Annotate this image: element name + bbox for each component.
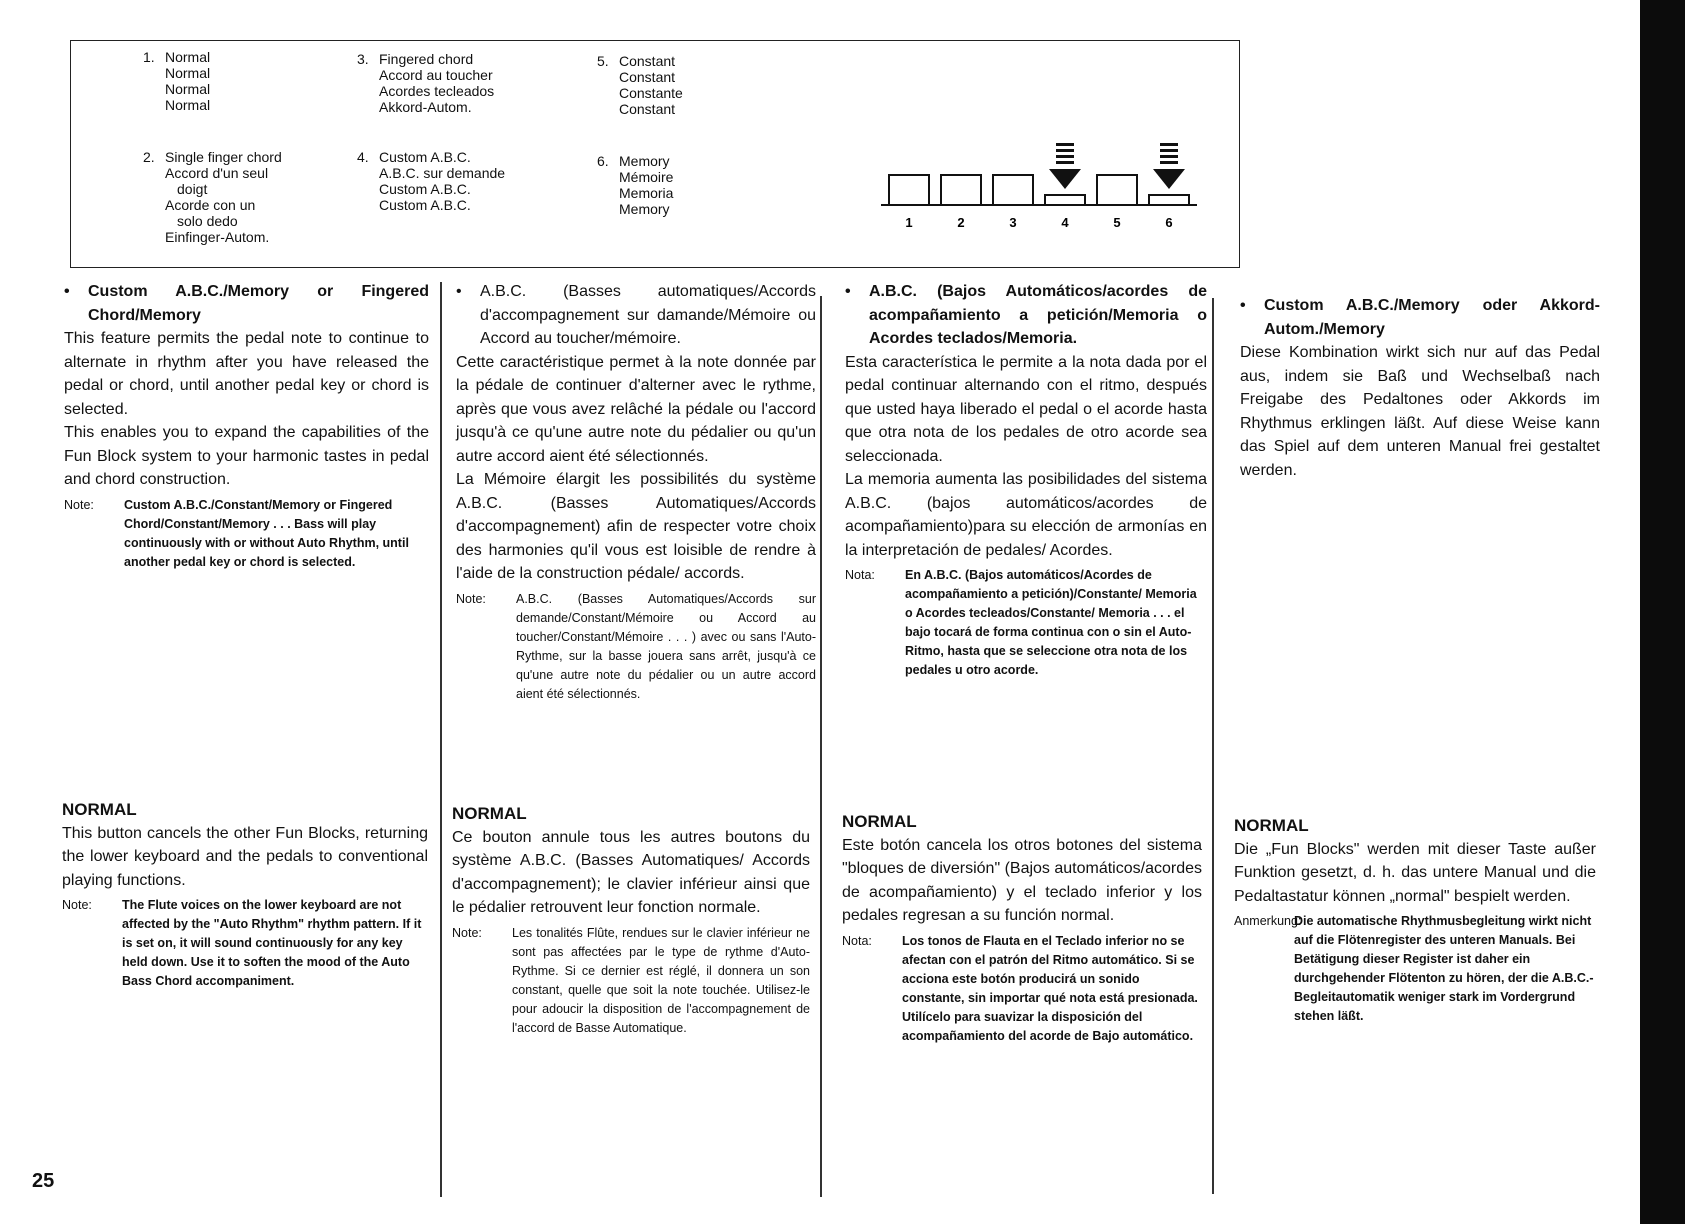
column-divider [820,296,822,1197]
fun-block-button-5 [1097,175,1137,205]
note: Anmerkung: Die automatische Rhythmusbegleitung wirkt nicht auf die Flötenregister des unteren Manuals. Bei Betätigung dieser Register ist daher ein durchgehender Flötenton zu hören, der die A.B.C.-Begleitautomatik weniger stark im Vordergrund stehen läßt. [1234,914,1594,1023]
section-heading: • A.B.C. (Bajos Automáticos/acordes de acompañamiento a petición/Memoria o Acordes teclados/Memoria. [845,283,1207,347]
english-column [64,280,429,572]
paragraph: La Mémoire élargit les possibilités du système A.B.C. (Basses Automatiques/Accords d'accompagnement) afin de respecter votre choix des harmonies qu'il vous est loisible de rendre à l'aide de la construction pédale/ accords. [456,471,816,582]
button-number-label: 4 [1061,215,1069,230]
section-heading: • Custom A.B.C./Memory oder Akkord-Autom./Memory [1240,297,1600,338]
mode-6: 6. Memory Mémoire Memoria Memory [597,153,674,217]
page-edge-shadow [1640,0,1685,1224]
paragraph: This enables you to expand the capabilities of the Fun Block system to your harmonic tastes in pedal and chord construction. [64,424,429,488]
mode-5: 5. Constant Constant Constante Constant [597,53,683,117]
button-number-label: 5 [1113,215,1121,230]
normal-section-en: NORMAL This button cancels the other Fun Blocks, returning the lower keyboard and the pedals to conventional playing functions. Note: The Flute voices on the lower keyboard are not affected by the "Auto Rhythm" rhythm pattern. If it is set on, it will sound continuously for any key held down. Use it to soften the mood of the Auto Bass Chord accompaniment. [62,798,428,991]
paragraph: This feature permits the pedal note to continue to alternate in rhythm after you have released the pedal or chord, until another pedal key or chord is selected. [64,330,429,418]
paragraph: Esta característica le permite a la nota dada por el pedal continuar alternando con el ritmo, después que usted haya liberado el pedal o el acorde hasta que otra nota de los pedales de otro acorde sea seleccionada. [845,353,1207,465]
section-heading: • Custom A.B.C./Memory or Fingered Chord/Memory [64,283,429,324]
modes-box [70,40,1240,268]
note: Note: The Flute voices on the lower keyboard are not affected by the "Auto Rhythm" rhythm pattern. If it is set on, it will sound continuously for any key held down. Use it to soften the mood of the Auto Bass Chord accompaniment. [62,898,422,988]
column-divider [1212,298,1214,1194]
section-heading: • A.B.C. (Basses automatiques/Accords d'accompagnement sur damande/Mémoire ou Accord au toucher/mémoire. [456,283,816,347]
paragraph: Cette caractéristique permet à la note donnée par la pédale de continuer d'alterner avec le rythme, après que vous avez relâché la pédale ou l'accord jusqu'à ce qu'une autre note du pédalier ou qu'un autre accord aient été sélectionnés. [456,353,816,465]
mode-1: 1. Normal Normal Normal Normal [143,49,211,113]
press-arrow-icon [1153,143,1185,189]
button-number-label: 3 [1009,215,1017,230]
column-divider [440,282,442,1197]
normal-section-de: NORMAL Die „Fun Blocks" werden mit dieser Taste außer Funktion gesetzt, d. h. das untere Manual und die Pedaltastatur können „normal" bespielt werden. Anmerkung: Die automatische Rhythmusbegleitung wirkt nicht auf die Flötenregister des unteren Manuals. Bei Betätigung dieser Register ist daher ein durchgehender Flötenton zu hören, der die A.B.C.-Begleitautomatik weniger stark im Vordergrund stehen läßt. [1234,814,1596,1026]
fun-block-button-4 [1045,195,1085,205]
fun-block-button-3 [993,175,1033,205]
mode-3: 3. Fingered chord Accord au toucher Acordes tecleados Akkord-Autom. [357,51,495,115]
note: Nota: En A.B.C. (Bajos automáticos/Acordes de acompañamiento a petición)/Constante/ Memoria o Acordes tecleados/Constante/ Memoria . . . el bajo tocará de forma continua con o sin el Auto-Ritmo, hasta que se seleccione otra nota de los pedales u otro acorde. [845,568,1197,677]
button-number-label: 6 [1165,215,1173,230]
button-number-label: 2 [957,215,965,230]
fun-block-button-6 [1149,195,1189,205]
paragraph: Diese Kombination wirkt sich nur auf das Pedal aus, indem sie Baß und Wechselbaß nach Freigabe des Pedaltones oder Akkords im Rhythmus erklingen läßt. Auf diese Weise kann das Spiel auf dem unteren Manual frei gestaltet werden. [1240,344,1600,479]
german-column [1240,294,1600,482]
press-arrow-icon [1049,143,1081,189]
note: Note: Les tonalités Flûte, rendues sur le clavier inférieur ne sont pas affectées par le type de rythme d'Auto-Rythme. Si ce dernier est réglé, il donnera un son constant, quelle que soit la note touchée. Utilisez-le pour adoucir la disposition de l'accompagnement de l'accord de Basse Automatique. [452,925,810,1035]
normal-section-es: NORMAL Este botón cancela los otros botones del sistema "bloques de diversión" (Bajos automáticos/acordes de acompañamiento) y el teclado inferior y los pedales regresan a su función normal. Nota: Los tonos de Flauta en el Teclado inferior no se afectan con el patrón del Ritmo automático. Si se acciona este botón producirá un sonido constante, sin importar qué nota está presionada. Utilícelo para suavizar la disposición del acompañamiento del acorde de Bajo automático. [842,810,1202,1046]
spanish-column [845,280,1207,680]
fun-block-button-1 [889,175,929,205]
mode-4: 4. Custom A.B.C. A.B.C. sur demande Custom A.B.C. Custom A.B.C. [357,149,506,213]
normal-section-fr: NORMAL Ce bouton annule tous les autres boutons du système A.B.C. (Basses Automatiques/ Accords d'accompagnement); le clavier inférieur ainsi que le pédalier retrouvent leur fonction normale. Note: Les tonalités Flûte, rendues sur le clavier inférieur ne sont pas affectées par le type de rythme d'Auto-Rythme. Si ce dernier est réglé, il donnera un son constant, quelle que soit la note touchée. Utilisez-le pour adoucir la disposition de l'accompagnement de l'accord de Basse Automatique. [452,802,810,1038]
page-number: 25 [32,1170,55,1192]
mode-2: 2. Single finger chord Accord d'un seul doigt Acorde con un solo dedo Einfinger-Autom. [143,149,282,245]
fun-block-button-2 [941,175,981,205]
fun-block-button-diagram [881,141,1211,241]
note: Nota: Los tonos de Flauta en el Teclado inferior no se afectan con el patrón del Ritmo automático. Si se acciona este botón producirá un sonido constante, sin importar qué nota está presionada. Utilícelo para suavizar la disposición del acompañamiento del acorde de Bajo automático. [842,933,1198,1043]
french-column [456,280,816,704]
paragraph: La memoria aumenta las posibilidades del sistema A.B.C. (bajos automáticos/acordes de acompañamiento)para su elección de armonías en la interpretación de pedales/ Acordes. [845,471,1207,559]
note: Note: A.B.C. (Basses Automatiques/Accords sur demande/Constant/Mémoire ou Accord au toucher/Constant/Mémoire . . . ) avec ou sans l'Auto-Rythme, sur la basse jouera sans arrêt, jusqu'à ce qu'une autre note du pédalier ou un autre accord aient été sélectionnés. [456,591,816,701]
button-number-label: 1 [905,215,913,230]
note: Note: Custom A.B.C./Constant/Memory or Fingered Chord/Constant/Memory . . . Bass will play continuously with or without Auto Rhythm, until another pedal key or chord is selected. [64,497,409,569]
